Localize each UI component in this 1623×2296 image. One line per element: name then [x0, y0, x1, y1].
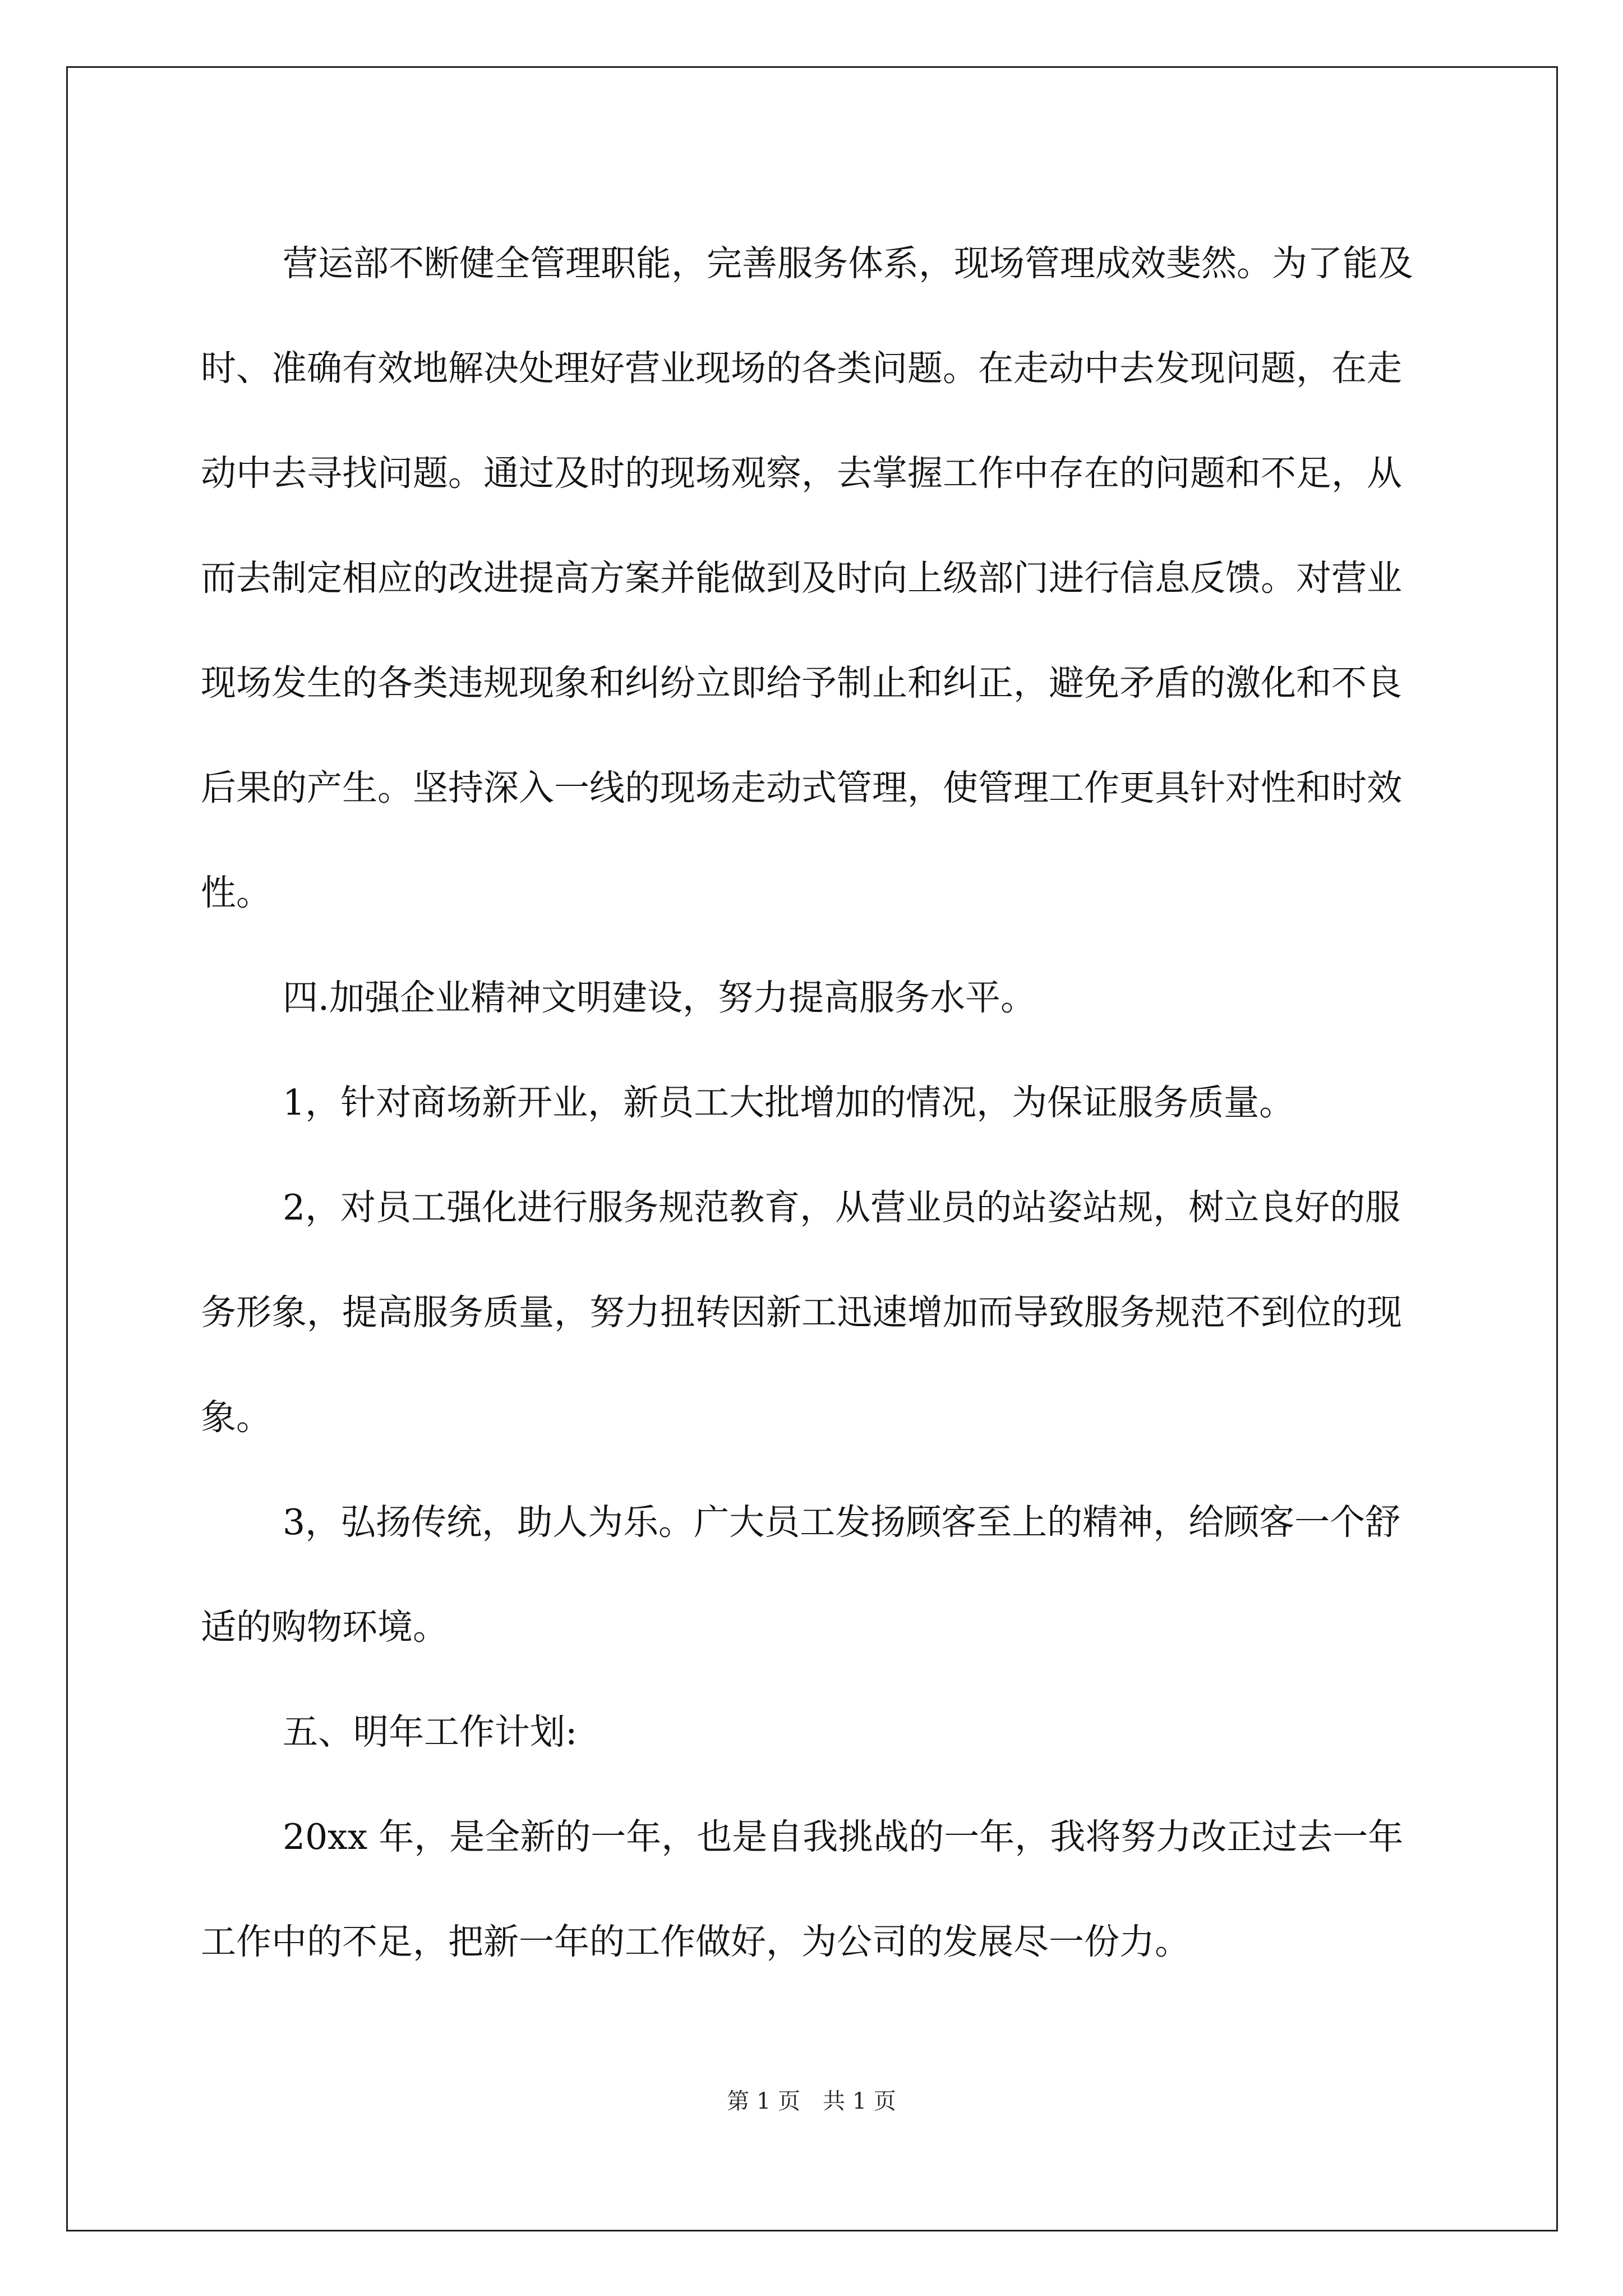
page-footer: 第 1 页 共 1 页	[727, 2088, 896, 2114]
paragraph-item-1: 1，针对商场新开业，新员工大批增加的情况，为保证服务质量。	[283, 1082, 1295, 1123]
paragraph-management: 营运部不断健全管理职能，完善服务体系，现场管理成效斐然。为了能及时、准确有效地解决处理好营业现场的各类问题。在走动中去发现问题，在走动中去寻找问题。通过及时的现场观察，去掌握工作中存在的问题和不足，从而去制定相应的改进提高方案并能做到及时向上级部门进行信息反馈。对营业现场发生的各类违规现象和纠纷立即给予制止和纠正，避免矛盾的激化和不良后果的产生。坚持深入一线的现场走动式管理，使管理工作更具针对性和时效性。	[201, 243, 1413, 913]
document-body	[201, 211, 1429, 1994]
paragraph-item-2: 2，对员工强化进行服务规范教育，从营业员的站姿站规，树立良好的服务形象，提高服务质量，努力扭转因新工迅速增加而导致服务规范不到位的现象。	[201, 1187, 1402, 1438]
paragraph-section-five-heading: 五、明年工作计划:	[283, 1711, 578, 1752]
paragraph-item-3: 3，弘扬传统，助人为乐。广大员工发扬顾客至上的精神，给顾客一个舒适的购物环境。	[201, 1502, 1401, 1648]
paragraph-next-year-plan: 20xx 年，是全新的一年，也是自我挑战的一年，我将努力改正过去一年工作中的不足，把新一年的工作做好，为公司的发展尽一份力。	[201, 1816, 1404, 1962]
paragraph-section-four-heading: 四.加强企业精神文明建设，努力提高服务水平。	[283, 977, 1036, 1018]
